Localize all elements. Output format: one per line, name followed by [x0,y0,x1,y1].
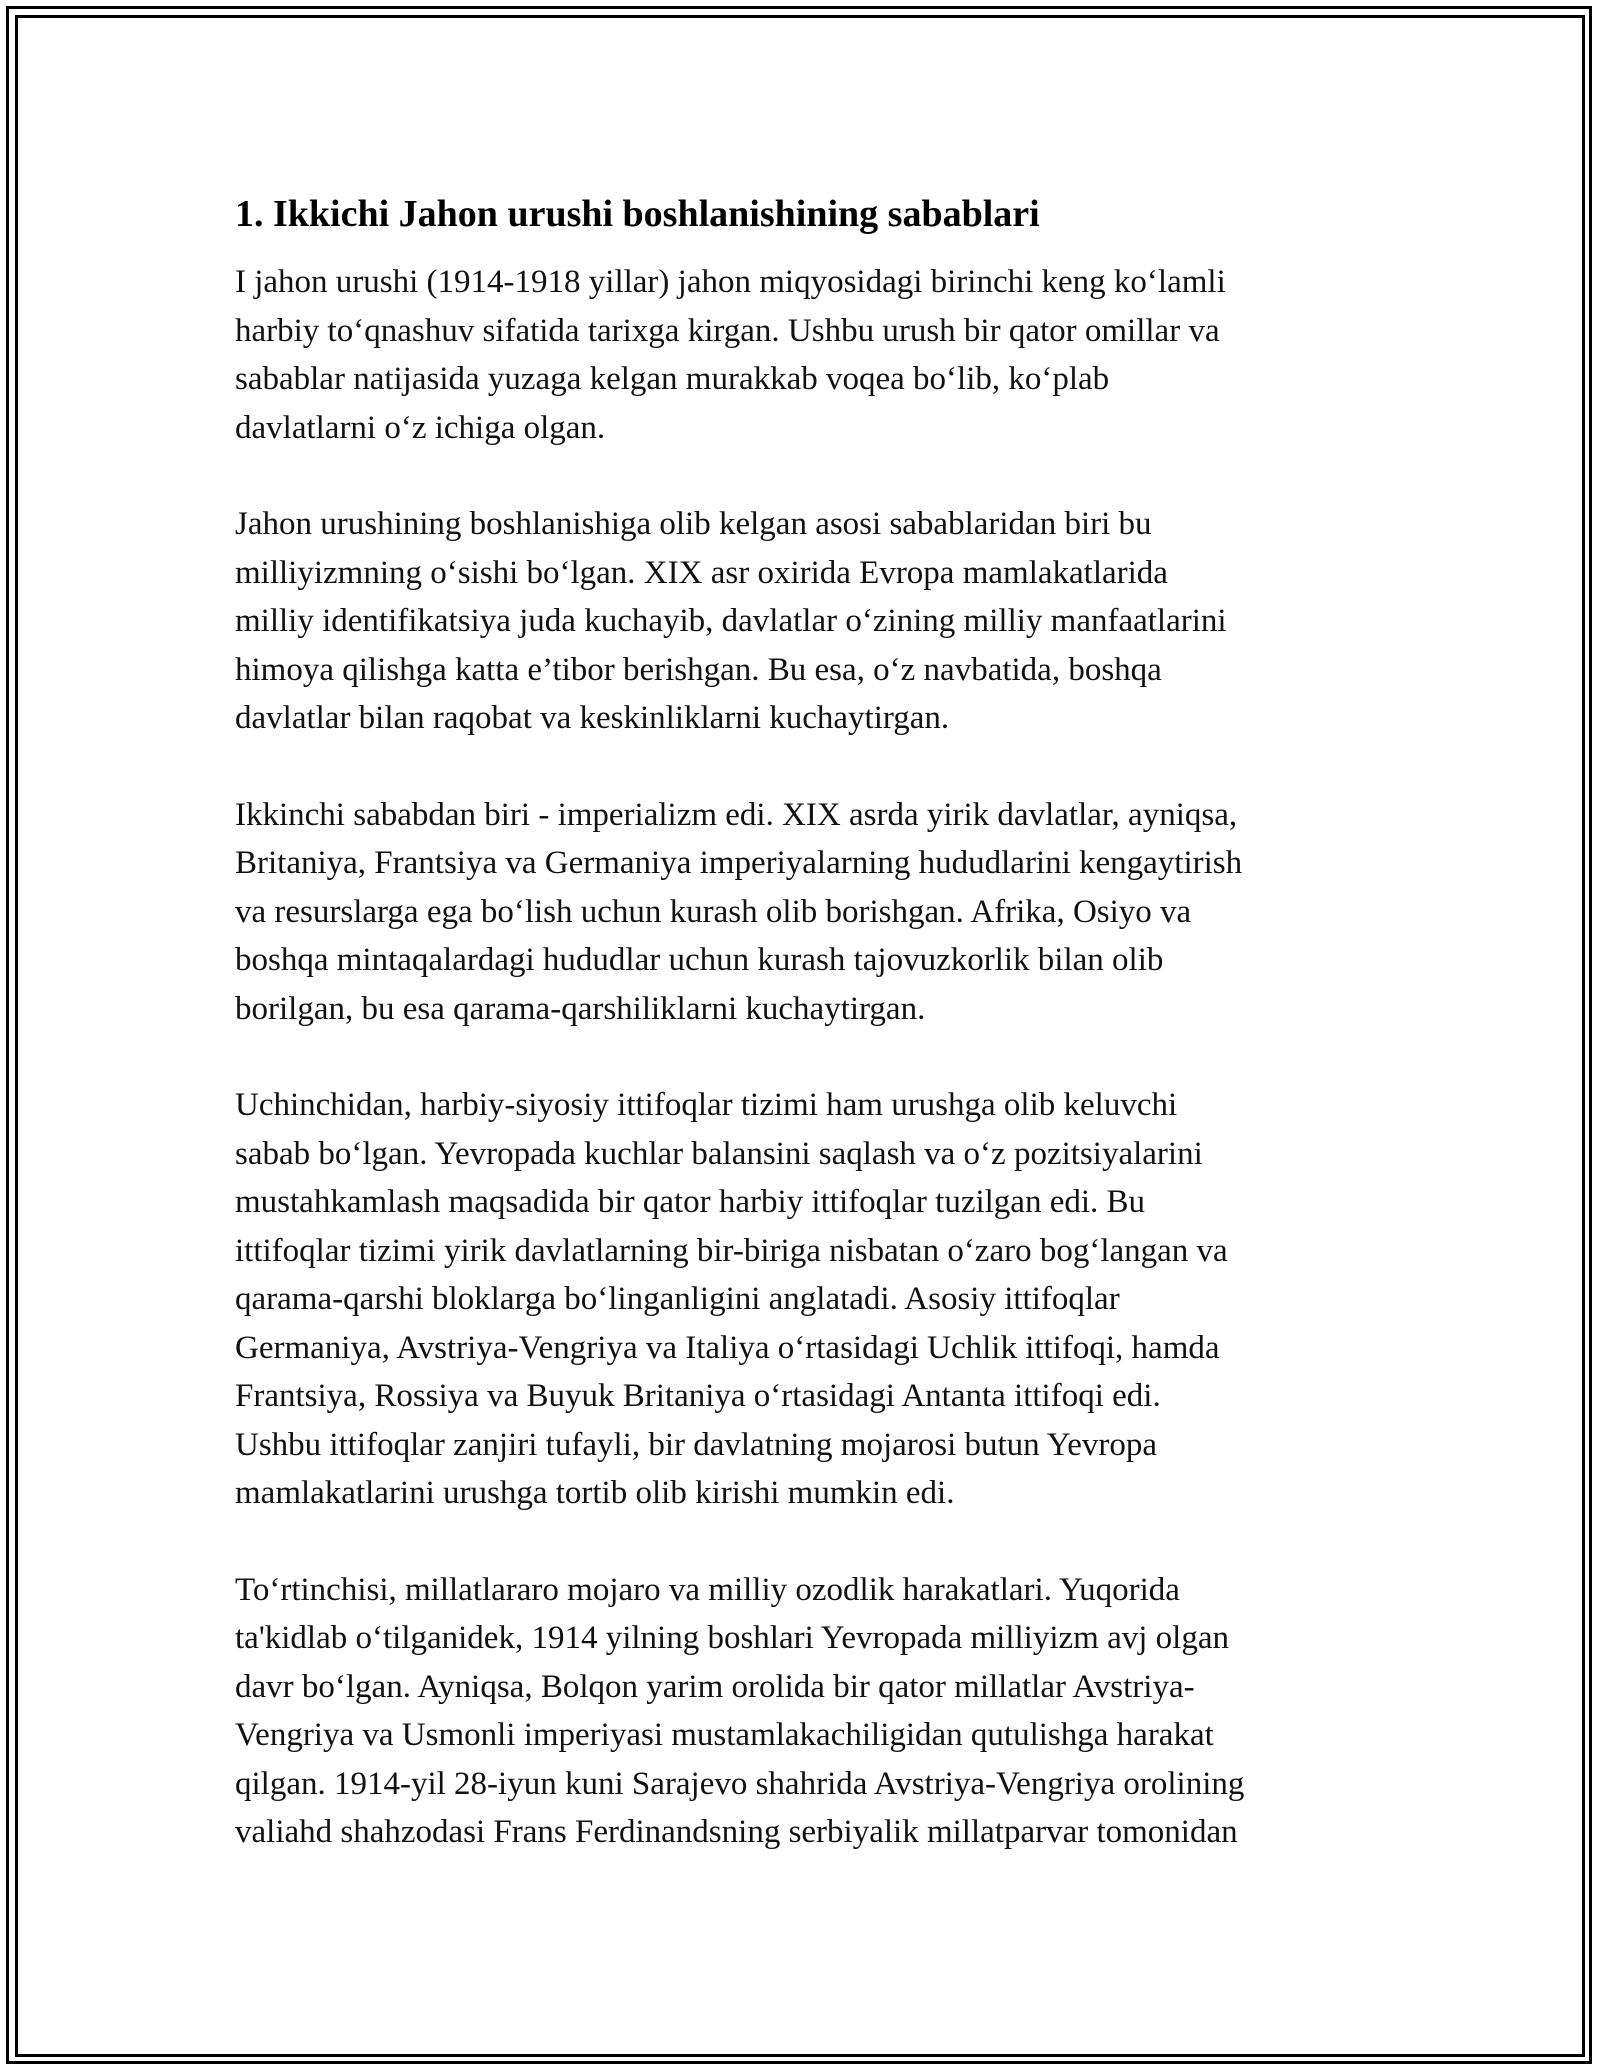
text-line: mustahkamlash maqsadida bir qator harbiy ittifoqlar tuzilgan edi. Bu [235,1184,1146,1220]
paragraph-5 [235,1566,1370,1857]
text-line: I jahon urushi (1914-1918 yillar) jahon miqyosidagi birinchi keng koʻlamli [235,264,1226,300]
text-line: valiahd shahzodasi Frans Ferdinandsning serbiyalik millatparvar tomonidan [235,1814,1238,1850]
text-line: himoya qilishga katta e’tibor berishgan. Bu esa, oʻz navbatida, boshqa [235,651,1162,688]
text-line: boshqa mintaqalardagi hududlar uchun kurash tajovuzkorlik bilan olib [235,942,1164,978]
text-line: ta'kidlab oʻtilganidek, 1914 yilning boshlari Yevropada milliyizm avj olgan [235,1620,1229,1656]
paragraph-1 [235,258,1370,452]
text-line: ittifoqlar tizimi yirik davlatlarning bir-biriga nisbatan oʻzaro bogʻlangan va [235,1232,1228,1269]
text-line: Britaniya, Frantsiya va Germaniya imperiyalarning hududlarini kengaytirish [235,845,1243,881]
section-heading: 1. Ikkichi Jahon urushi boshlanishining sabablari [235,193,1040,235]
text-line: mamlakatlarini urushga tortib olib kirishi mumkin edi. [235,1475,955,1511]
text-line: davlatlarni oʻz ichiga olgan. [235,409,606,446]
text-line: Frantsiya, Rossiya va Buyuk Britaniya oʻrtasidagi Antanta ittifoqi edi. [235,1378,1161,1414]
text-line: milliy identifikatsiya juda kuchayib, davlatlar oʻzining milliy manfaatlarini [235,603,1227,639]
text-line: qarama-qarshi bloklarga boʻlinganligini anglatadi. Asosiy ittifoqlar [235,1281,1120,1317]
text-line: sabablar natijasida yuzaga kelgan murakkab voqea boʻlib, koʻplab [235,361,1110,397]
text-line: Germaniya, Avstriya-Vengriya va Italiya oʻrtasidagi Uchlik ittifoqi, hamda [235,1329,1220,1366]
paragraph-3 [235,791,1370,1034]
text-line: borilgan, bu esa qarama-qarshiliklarni kuchaytirgan. [235,990,926,1027]
text-line: qilgan. 1914-yil 28-iyun kuni Sarajevo shahrida Avstriya-Vengriya orolining [235,1765,1245,1802]
text-line: harbiy toʻqnashuv sifatida tarixga kirgan. Ushbu urush bir qator omillar va [235,312,1220,349]
text-line: Toʻrtinchisi, millatlararo mojaro va milliy ozodlik harakatlari. Yuqorida [235,1571,1180,1608]
text-line: davlatlar bilan raqobat va keskinliklarni kuchaytirgan. [235,700,950,736]
text-line: Ushbu ittifoqlar zanjiri tufayli, bir davlatning mojarosi butun Yevropa [235,1426,1158,1463]
text-line: va resurslarga ega boʻlish uchun kurash olib borishgan. Afrika, Osiyo va [235,893,1192,930]
text-line: milliyizmning oʻsishi boʻlgan. XIX asr oxirida Evropa mamlakatlarida [235,554,1168,591]
text-line: Jahon urushining boshlanishiga olib kelgan asosi sabablaridan biri bu [235,506,1152,542]
document-body [235,188,1370,1905]
text-line: Ikkinchi sababdan biri - imperializm edi. XIX asrda yirik davlatlar, ayniqsa, [235,796,1238,833]
text-line: Vengriya va Usmonli imperiyasi mustamlakachiligidan qutulishga harakat [235,1717,1214,1753]
paragraph-2 [235,500,1370,743]
text-line: sabab boʻlgan. Yevropada kuchlar balansini saqlash va oʻz pozitsiyalarini [235,1135,1203,1172]
text-line: davr boʻlgan. Ayniqsa, Bolqon yarim orolida bir qator millatlar Avstriya- [235,1668,1195,1705]
text-line: Uchinchidan, harbiy-siyosiy ittifoqlar tizimi ham urushga olib keluvchi [235,1087,1178,1123]
paragraph-4 [235,1081,1370,1518]
